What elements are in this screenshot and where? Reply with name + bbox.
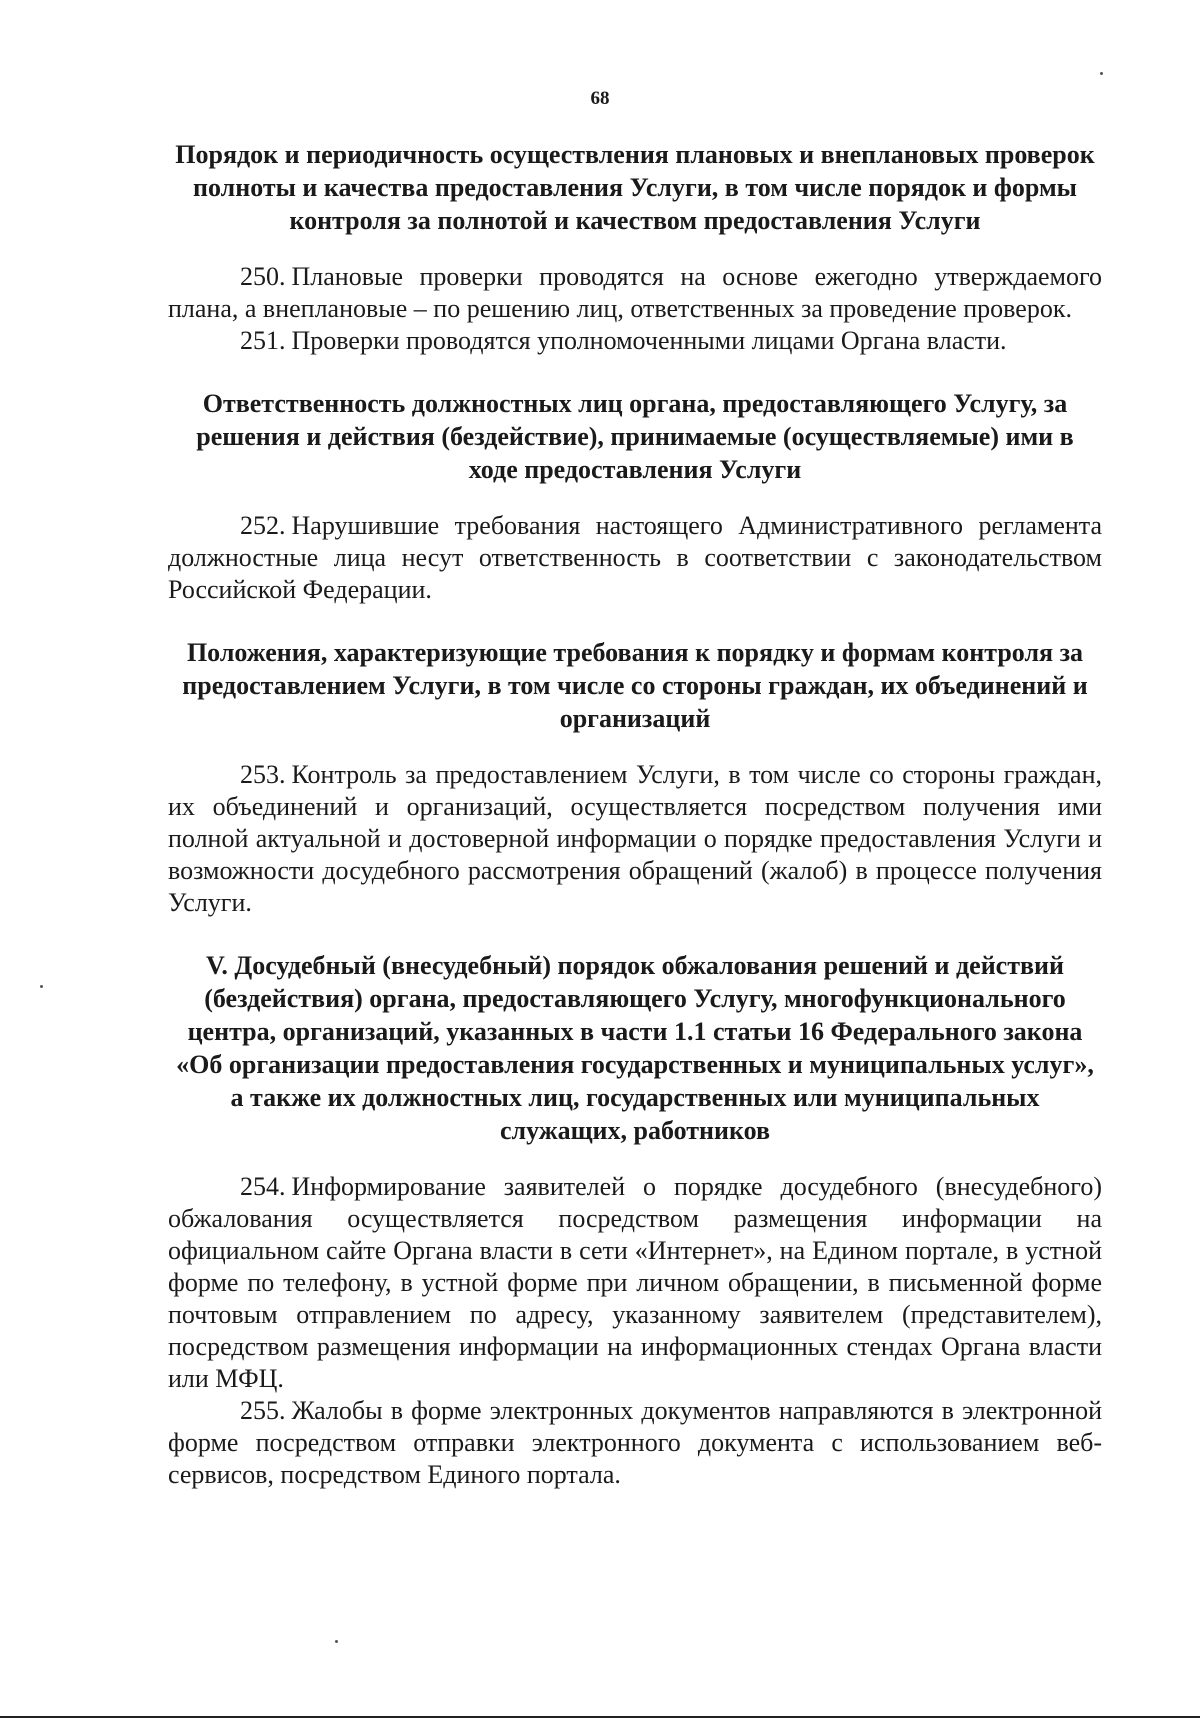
- paragraph-number: 254.: [240, 1172, 286, 1201]
- scan-speck: [40, 985, 43, 988]
- paragraph-254: [168, 1171, 1102, 1395]
- section-heading-appeal-procedure: V. Досудебный (внесудебный) порядок обжалования решений и действий (бездействия) органа, предоставляющего Услугу, многофункционального центра, организаций, указанных в части 1.1 статьи 16 Федерального закона «Об организации предоставления государственных и муниципальных услуг», а также их должностных лиц, государственных или муниципальных служащих, работников: [176, 951, 1094, 1145]
- paragraph-number: 251.: [240, 326, 286, 355]
- paragraph-number: 250.: [240, 262, 286, 291]
- paragraph-251: [168, 325, 1102, 357]
- paragraph-text: Нарушившие требования настоящего Административного регламента должностные лица несут ответственность в соответствии с законодательством Российской Федерации.: [168, 511, 1102, 604]
- paragraph-text: Плановые проверки проводятся на основе ежегодно утверждаемого плана, а внеплановые – по решению лиц, ответственных за проведение проверок.: [168, 262, 1102, 323]
- paragraph-255: [168, 1395, 1102, 1491]
- paragraph-253: [168, 759, 1102, 919]
- paragraph-text: Проверки проводятся уполномоченными лицами Органа власти.: [291, 326, 1007, 355]
- document-body: [168, 138, 1102, 1491]
- section-heading-responsibility: Ответственность должностных лиц органа, предоставляющего Услугу, за решения и действия (бездействие), принимаемые (осуществляемые) ими в ходе предоставления Услуги: [196, 389, 1074, 484]
- scan-speck: [335, 1640, 338, 1643]
- paragraph-252: [168, 510, 1102, 606]
- paragraph-text: Контроль за предоставлением Услуги, в том числе со стороны граждан, их объединений и организаций, осуществляется посредством получения ими полной актуальной и достоверной информации о порядке предоставления Услуги и возможности досудебного рассмотрения обращений (жалоб) в процессе получения Услуги.: [168, 760, 1102, 917]
- scan-edge-line: [0, 1716, 1200, 1718]
- section-heading-inspections: Порядок и периодичность осуществления плановых и внеплановых проверок полноты и качества предоставления Услуги, в том числе порядок и формы контроля за полнотой и качеством предоставления Услуги: [175, 140, 1095, 235]
- paragraph-number: 252.: [240, 511, 286, 540]
- paragraph-250: [168, 261, 1102, 325]
- paragraph-text: Информирование заявителей о порядке досудебного (внесудебного) обжалования осуществляется посредством размещения информации на официальном сайте Органа власти в сети «Интернет», на Едином портале, в устной форме по телефону, в устной форме при личном обращении, в письменной форме почтовым отправлением по адресу, указанному заявителем (представителем), посредством размещения информации на информационных стендах Органа власти или МФЦ.: [168, 1172, 1102, 1393]
- paragraph-text: Жалобы в форме электронных документов направляются в электронной форме посредством отправки электронного документа с использованием веб-сервисов, посредством Единого портала.: [168, 1396, 1102, 1489]
- scan-speck: [1100, 72, 1103, 75]
- page-number: 68: [590, 88, 610, 109]
- section-heading-control-provisions: Положения, характеризующие требования к порядку и формам контроля за предоставлением Услуги, в том числе со стороны граждан, их объединений и организаций: [182, 638, 1088, 733]
- paragraph-number: 253.: [240, 760, 286, 789]
- paragraph-number: 255.: [240, 1396, 286, 1425]
